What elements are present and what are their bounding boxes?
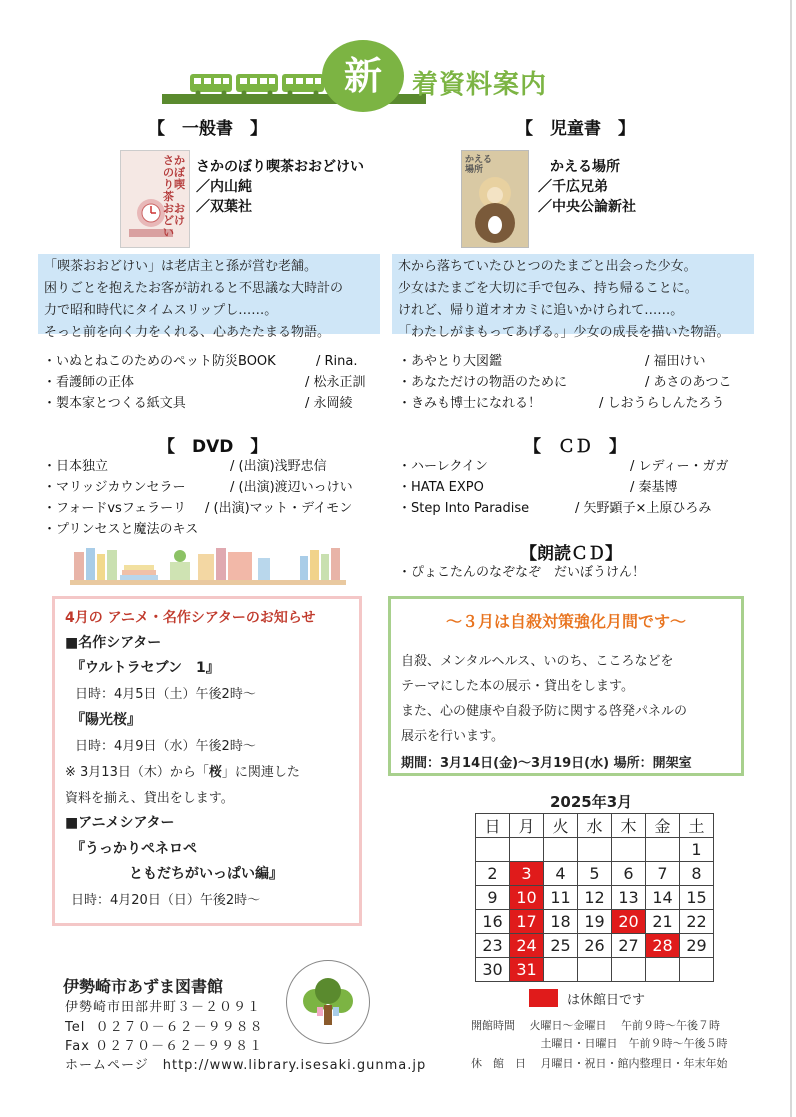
library-name: 伊勢崎市あずま図書館 (63, 977, 224, 996)
calendar-day: 13 (612, 886, 646, 910)
calendar-day: 29 (680, 934, 714, 958)
weekday-header: 水 (578, 814, 612, 838)
item-title: ・製本家とつくる紙文具 (43, 396, 186, 411)
desc-line: 力で昭和時代にタイムスリップし……。 (44, 303, 278, 318)
item-title: ・日本独立 (43, 459, 109, 474)
desc-line: 「喫茶おおどけい」は老店主と孫が営む老舗。 (44, 259, 318, 274)
list-item (398, 456, 748, 477)
item-title: ・あなただけの物語のために (398, 375, 568, 390)
note-bold: 桜 (208, 765, 222, 780)
calendar-day: 18 (544, 910, 578, 934)
calendar-day: 3 (510, 862, 544, 886)
calendar-day: 4 (544, 862, 578, 886)
campaign-line: 自殺、メンタルヘルス、いのち、こころなどを (401, 654, 674, 669)
calendar-day (476, 838, 510, 862)
bookshelf-illustration (70, 542, 346, 586)
calendar-day (544, 838, 578, 862)
cd-heading: 【 ＣＤ 】 (524, 437, 626, 457)
calendar-day: 17 (510, 910, 544, 934)
calendar-day: 6 (612, 862, 646, 886)
film-date: 日時：4月9日（水）午後2時～ (75, 739, 256, 754)
feature-publisher: ／中央公論新社 (538, 199, 636, 215)
library-address: 伊勢崎市田部井町３－２０９１ (65, 1000, 262, 1015)
general-description (38, 254, 380, 340)
calendar-day (680, 958, 714, 982)
calendar-day: 24 (510, 934, 544, 958)
anime-heading: ■アニメシアター (65, 815, 175, 831)
feature-author: ／内山純 (196, 179, 252, 195)
opening-hours-weekend: 土曜日・日曜日 午前９時～午後５時 (471, 1037, 728, 1050)
weekday-header: 土 (680, 814, 714, 838)
calendar-day: 23 (476, 934, 510, 958)
item-author: / Rina. (316, 354, 358, 369)
library-homepage[interactable]: ホームページ http://www.library.isesaki.gunma.jp (65, 1058, 427, 1073)
calendar-day (612, 958, 646, 982)
calendar-day: 26 (578, 934, 612, 958)
campaign-line: 展示を行います。 (401, 729, 504, 744)
calendar-day: 12 (578, 886, 612, 910)
reading-cd-heading: 【朗読ＣＤ】 (520, 544, 622, 564)
calendar-day: 16 (476, 910, 510, 934)
item-author: / 松永正訓 (305, 375, 366, 390)
film-title-line2: ともだちがいっぱい編』 (129, 866, 283, 882)
item-title: ・Step Into Paradise (398, 501, 530, 516)
general-feature-info (196, 157, 364, 217)
meisaku-heading: ■名作シアター (65, 635, 162, 651)
calendar-title: 2025年3月 (550, 793, 633, 811)
calendar-weekday-row (476, 814, 714, 838)
reading-cd-item: ・ぴょこたんのなぞなぞ だいぼうけん！ (398, 565, 646, 580)
general-heading: 【 一般書 】 (148, 119, 267, 139)
weekday-header: 木 (612, 814, 646, 838)
weekday-header: 金 (646, 814, 680, 838)
calendar-day (510, 838, 544, 862)
desc-line: 少女はたまごを大切に手で包み、持ち帰ることに。 (398, 281, 698, 296)
list-item (43, 477, 388, 498)
item-title: ・看護師の正体 (43, 375, 135, 390)
calendar-day: 14 (646, 886, 680, 910)
item-author: / 矢野顕子×上原ひろみ (575, 501, 712, 516)
calendar-day: 19 (578, 910, 612, 934)
calendar-day (578, 838, 612, 862)
campaign-notice (388, 596, 744, 776)
calendar-day: 15 (680, 886, 714, 910)
desc-line: けれど、帰り道オオカミに追いかけられて……。 (398, 303, 684, 318)
calendar-day: 22 (680, 910, 714, 934)
list-item (398, 351, 748, 372)
film-title: 『うっかりペネロペ (71, 841, 197, 857)
new-badge: 新 (322, 40, 404, 112)
desc-line: そっと前を向く力をくれる、心あたたまる物語。 (44, 325, 331, 340)
notice-title: 4月の アニメ・名作シアターのお知らせ (65, 610, 316, 626)
item-title: ・プリンセスと魔法のキス (43, 522, 199, 537)
calendar-week-row (476, 934, 714, 958)
calendar-table (475, 813, 714, 982)
general-list (43, 351, 383, 414)
note-text: 」に関連した (221, 765, 300, 780)
dvd-heading: 【 DVD 】 (158, 437, 268, 457)
campaign-line: また、心の健康や自殺予防に関する啓発パネルの (401, 704, 688, 719)
calendar-day: 7 (646, 862, 680, 886)
campaign-period: 期間：3月14日(金)～3月19日(水) 場所：開架室 (401, 756, 692, 771)
children-list (398, 351, 748, 414)
calendar-day (578, 958, 612, 982)
list-item (43, 519, 388, 540)
calendar-day: 21 (646, 910, 680, 934)
film-title: 『ウルトラセブン 1』 (71, 660, 220, 676)
film-date: 日時：4月20日（日）午後2時～ (71, 893, 261, 908)
book-cover-kaeru-basho (461, 150, 529, 248)
item-title: ・フォードvsフェラーリ (43, 501, 187, 516)
calendar-day (612, 838, 646, 862)
calendar-day: 30 (476, 958, 510, 982)
calendar-week-row (476, 910, 714, 934)
children-description (392, 254, 754, 340)
calendar-week-row (476, 958, 714, 982)
item-author: / あさのあつこ (645, 375, 732, 390)
list-item (398, 393, 748, 414)
cd-list (398, 456, 748, 519)
list-item (43, 351, 383, 372)
anime-theater-notice (52, 596, 362, 926)
weekday-header: 日 (476, 814, 510, 838)
list-item (43, 393, 383, 414)
calendar-day (646, 958, 680, 982)
item-author: / レディー・ガガ (630, 459, 729, 474)
calendar-day: 9 (476, 886, 510, 910)
cover-text: かえる場所 (465, 155, 493, 175)
dvd-list (43, 456, 388, 540)
item-author: / 永岡綾 (305, 396, 353, 411)
train-illustration (188, 70, 328, 96)
calendar-day: 28 (646, 934, 680, 958)
item-title: ・きみも博士になれる！ (398, 396, 542, 411)
item-title: ・あやとり大図鑑 (398, 354, 503, 369)
weekday-header: 火 (544, 814, 578, 838)
note-text: ※ 3月13日（木）から「 (65, 765, 209, 780)
calendar-day (544, 958, 578, 982)
calendar-day: 5 (578, 862, 612, 886)
item-author: / (出演)渡辺いっけい (230, 480, 353, 495)
calendar-day: 31 (510, 958, 544, 982)
item-author: / (出演)浅野忠信 (230, 459, 327, 474)
calendar-day: 2 (476, 862, 510, 886)
list-item (398, 372, 748, 393)
item-title: ・HATA EXPO (398, 480, 484, 495)
calendar-day (646, 838, 680, 862)
list-item (398, 498, 748, 519)
item-title: ・ハーレクイン (398, 459, 488, 474)
library-tel: Tel ０２７０－６２－９９８８ (65, 1020, 264, 1035)
feature-author: ／千広兄弟 (538, 179, 608, 195)
item-author: / 福田けい (645, 354, 706, 369)
weekday-header: 月 (510, 814, 544, 838)
list-item (398, 477, 748, 498)
desc-line: 「わたしがまもってあげる。」少女の成長を描いた物語。 (398, 325, 730, 340)
calendar-day: 8 (680, 862, 714, 886)
closed-days-info: 休 館 日 月曜日・祝日・館内整理日・年末年始 (471, 1057, 728, 1070)
desc-line: 木から落ちていたひとつのたまごと出会った少女。 (398, 259, 697, 274)
item-title: ・マリッジカウンセラー (43, 480, 186, 495)
calendar-day: 10 (510, 886, 544, 910)
campaign-body (401, 649, 687, 749)
opening-hours-weekday: 開館時間 火曜日～金曜日 午前９時～午後７時 (471, 1019, 720, 1032)
item-title: ・いぬとねこのためのペット防災BOOK (43, 354, 276, 369)
list-item (43, 372, 383, 393)
item-author: / しおうらしんたろう (599, 396, 725, 411)
book-cover-sakanobori (120, 150, 190, 248)
children-heading: 【 児童書 】 (516, 119, 635, 139)
calendar-day: 25 (544, 934, 578, 958)
list-item (43, 456, 388, 477)
campaign-title: ～３月は自殺対策強化月間です～ (445, 612, 686, 631)
closed-legend-swatch (529, 989, 558, 1007)
list-item (43, 498, 388, 519)
notice-note-line2: 資料を揃え、貸出をします。 (65, 791, 234, 806)
library-fax: Fax ０２７０－６２－９９８１ (65, 1039, 264, 1054)
page-title: 着資料案内 (412, 70, 548, 100)
item-author: / (出演)マット・デイモン (205, 501, 353, 516)
cover-text: さかのぼり喫茶 おおどけい (163, 154, 185, 239)
item-author: / 秦基博 (630, 480, 678, 495)
calendar-day: 20 (612, 910, 646, 934)
feature-publisher: ／双葉社 (196, 199, 252, 215)
calendar-day: 1 (680, 838, 714, 862)
calendar-week-row (476, 838, 714, 862)
calendar-day: 11 (544, 886, 578, 910)
page-edge (790, 0, 792, 1117)
desc-line: 困りごとを抱えたお客が訪れると不思議な大時計の (44, 281, 344, 296)
closed-legend-text: は休館日です (567, 993, 646, 1008)
calendar-day: 27 (612, 934, 646, 958)
library-logo (286, 960, 370, 1044)
campaign-line: テーマにした本の展示・貸出をします。 (401, 679, 634, 694)
film-date: 日時：4月5日（土）午後2時～ (75, 687, 256, 702)
children-feature-info (538, 157, 636, 217)
notice-note (65, 761, 300, 780)
feature-title: さかのぼり喫茶おおどけい (196, 159, 364, 175)
calendar-week-row (476, 862, 714, 886)
feature-title: かえる場所 (550, 159, 620, 175)
film-title: 『陽光桜』 (71, 712, 141, 728)
calendar-week-row (476, 886, 714, 910)
